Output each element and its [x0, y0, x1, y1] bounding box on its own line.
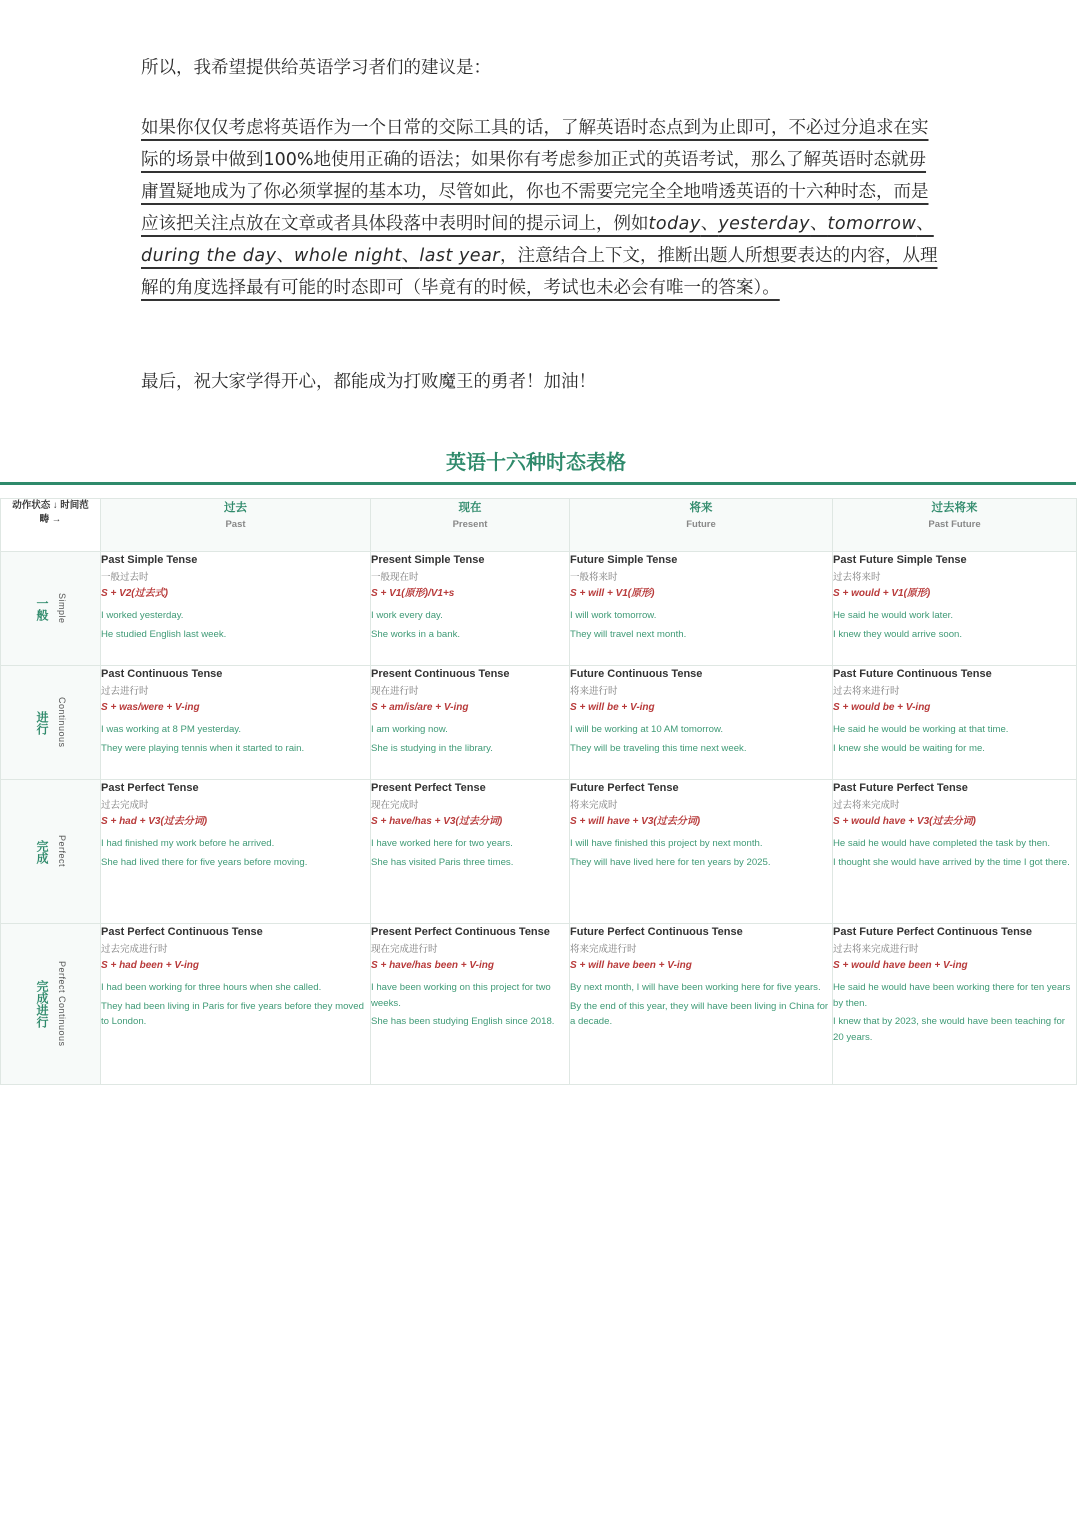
column-header-past-future: [833, 499, 1077, 552]
example-sentence: She has been studying English since 2018.: [371, 1016, 555, 1027]
tense-cell: [101, 924, 371, 1085]
tense-cell: [371, 924, 570, 1085]
example-sentence: I thought she would have arrived by the time I got there.: [833, 856, 1070, 868]
tense-name-zh: 一般将来时: [570, 572, 618, 583]
tense-name-zh: 一般现在时: [371, 572, 419, 583]
tense-formula: S + V2(过去式): [101, 588, 168, 599]
row-header: [1, 924, 101, 1085]
example-sentence: I was working at 8 PM yesterday.: [101, 724, 242, 735]
tense-name: Future Simple Tense: [570, 554, 678, 566]
tense-name: Past Continuous Tense: [101, 668, 223, 680]
table-corner-header: [1, 499, 101, 552]
tense-name-zh: 现在完成进行时: [371, 944, 438, 955]
advice-paragraph: [141, 112, 941, 304]
example-sentence: He said he would have completed the task by then.: [833, 838, 1051, 849]
example-sentence: She has visited Paris three times.: [371, 856, 514, 868]
tense-name-zh: 现在进行时: [371, 686, 419, 697]
tense-formula: S + would have + V3(过去分词): [833, 816, 976, 827]
table-row: [1, 666, 1077, 780]
tense-cell: [833, 780, 1077, 924]
example-sentence: He said he would be working at that time.: [833, 724, 1009, 735]
keyword-yesterday: yesterday: [718, 214, 811, 234]
example-sentence: I will be working at 10 AM tomorrow.: [570, 724, 724, 735]
example-sentence: I have been working on this project for two weeks.: [371, 982, 551, 1009]
tense-cell: [570, 780, 833, 924]
tense-formula: S + will be + V-ing: [570, 702, 655, 713]
row-header-zh: 完成进行: [35, 980, 49, 1028]
tense-cell: [833, 666, 1077, 780]
row-header: [1, 666, 101, 780]
example-sentence: He said he would have been working there for ten years by then.: [833, 982, 1071, 1009]
table-row: [1, 780, 1077, 924]
column-header-past: [101, 499, 371, 552]
tense-name-zh: 过去将来时: [833, 572, 881, 583]
advice-text: [141, 118, 938, 298]
tense-cell: [371, 666, 570, 780]
example-sentence: By next month, I will have been working here for five years.: [570, 982, 821, 993]
table-row: [1, 552, 1077, 666]
column-header-en: Past Future: [928, 519, 981, 530]
tense-name-zh: 过去将来完成进行时: [833, 944, 919, 955]
closing-paragraph: 最后，祝大家学得开心，都能成为打败魔王的勇者！加油！: [141, 372, 596, 392]
example-sentence: I knew that by 2023, she would have been teaching for 20 years.: [833, 1016, 1066, 1043]
tense-name-zh: 将来完成进行时: [570, 944, 637, 955]
example-sentence: He studied English last week.: [101, 628, 227, 640]
sep: 、: [700, 214, 719, 234]
row-header-zh: 完成: [35, 839, 49, 864]
example-sentence: She had lived there for five years before moving.: [101, 856, 308, 868]
tense-cell: [570, 924, 833, 1085]
keyword-tomorrow: tomorrow: [827, 214, 917, 234]
tense-name-zh: 过去进行时: [101, 686, 149, 697]
tense-formula: S + had been + V-ing: [101, 960, 199, 971]
example-sentence: They will be traveling this time next week.: [570, 742, 747, 754]
example-sentence: They will have lived here for ten years by 2025.: [570, 856, 771, 868]
row-header: [1, 552, 101, 666]
row-header-en: Perfect: [57, 835, 67, 868]
tense-name-zh: 将来完成时: [570, 800, 618, 811]
intro-paragraph: 所以，我希望提供给英语学习者们的建议是：: [141, 58, 491, 78]
keyword-today: today: [648, 214, 701, 234]
tense-cell: [101, 666, 371, 780]
keyword-whole-night: whole night: [294, 246, 402, 266]
column-header-present: [371, 499, 570, 552]
tense-name: Present Perfect Continuous Tense: [371, 926, 550, 938]
tense-name-zh: 过去完成进行时: [101, 944, 168, 955]
tense-name-zh: 一般过去时: [101, 572, 149, 583]
tense-cell: [570, 552, 833, 666]
tense-name-zh: 过去完成时: [101, 800, 149, 811]
column-header-en: Past: [225, 519, 246, 530]
keyword-last-year: last year: [419, 246, 500, 266]
row-header-zh: 进行: [35, 710, 49, 735]
tense-name-zh: 将来进行时: [570, 686, 618, 697]
example-sentence: He said he would work later.: [833, 610, 953, 621]
row-header-en: Perfect Continuous: [57, 961, 67, 1047]
tense-formula: S + will have been + V-ing: [570, 960, 692, 971]
column-header-zh: 过去: [224, 502, 247, 514]
example-sentence: She works in a bank.: [371, 628, 461, 640]
column-header-zh: 过去将来: [931, 502, 978, 514]
corner-line1: 动作状态 ↓ 时间范: [12, 500, 89, 511]
tense-cell: [371, 552, 570, 666]
row-header: [1, 780, 101, 924]
example-sentence: I worked yesterday.: [101, 610, 184, 621]
example-sentence: They were playing tennis when it started to rain.: [101, 742, 305, 754]
tense-name-zh: 现在完成时: [371, 800, 419, 811]
keyword-during-the-day: during the day: [141, 246, 277, 266]
tense-name: Past Future Perfect Continuous Tense: [833, 926, 1033, 938]
tense-cell: [833, 924, 1077, 1085]
tense-name: Future Continuous Tense: [570, 668, 703, 680]
tense-cell: [833, 552, 1077, 666]
example-sentence: I knew they would arrive soon.: [833, 628, 963, 640]
tense-formula: S + will + V1(原形): [570, 588, 655, 599]
column-header-en: Future: [686, 519, 716, 530]
tense-name: Past Simple Tense: [101, 554, 198, 566]
example-sentence: I have worked here for two years.: [371, 838, 513, 849]
corner-line2: 畴 →: [39, 514, 62, 525]
tense-name: Past Perfect Tense: [101, 782, 199, 794]
tense-name: Past Perfect Continuous Tense: [101, 926, 263, 938]
sep: 、: [916, 214, 934, 234]
tense-cell: [101, 552, 371, 666]
tense-name: Present Simple Tense: [371, 554, 485, 566]
tense-formula: S + was/were + V-ing: [101, 702, 200, 713]
column-header-zh: 现在: [458, 502, 482, 514]
tense-name: Present Continuous Tense: [371, 668, 510, 680]
tense-name: Present Perfect Tense: [371, 782, 486, 794]
tense-formula: S + had + V3(过去分词): [101, 816, 208, 827]
tense-table: [0, 498, 1077, 1085]
column-header-zh: 将来: [689, 502, 713, 514]
example-sentence: I work every day.: [371, 610, 443, 621]
row-header-en: Continuous: [57, 697, 67, 748]
tense-cell: [570, 666, 833, 780]
row-header-en: Simple: [57, 593, 67, 624]
example-sentence: I will have finished this project by next month.: [570, 838, 763, 849]
tense-cell: [371, 780, 570, 924]
tense-name-zh: 过去将来进行时: [833, 686, 900, 697]
example-sentence: They had been living in Paris for five years before they moved to London.: [101, 1000, 364, 1027]
table-row: [1, 924, 1077, 1085]
tense-formula: S + would + V1(原形): [833, 588, 931, 599]
tense-cell: [101, 780, 371, 924]
row-header-zh: 一般: [35, 596, 49, 621]
tense-formula: S + would have been + V-ing: [833, 960, 968, 971]
sep: 、: [810, 214, 828, 234]
tense-name: Past Future Perfect Tense: [833, 782, 968, 794]
tense-formula: S + am/is/are + V-ing: [371, 702, 469, 713]
advice-part2: ，注意结合上下文，推断出题人所想要表达的内容，从理解的角度选择最有可能的时态即可（毕竟有的时候，考试也未必会有唯一的答案）。: [141, 246, 938, 298]
sep: 、: [276, 246, 294, 266]
tense-name: Future Perfect Tense: [570, 782, 679, 794]
example-sentence: She is studying in the library.: [371, 742, 493, 754]
example-sentence: They will travel next month.: [570, 628, 687, 640]
tense-name: Past Future Simple Tense: [833, 554, 967, 566]
tense-formula: S + V1(原形)/V1+s: [371, 588, 455, 599]
tense-formula: S + would be + V-ing: [833, 702, 931, 713]
example-sentence: I had finished my work before he arrived.: [101, 838, 275, 849]
table-title: 英语十六种时态表格: [446, 450, 626, 474]
tense-name: Future Perfect Continuous Tense: [570, 926, 743, 938]
tense-name: Past Future Continuous Tense: [833, 668, 992, 680]
example-sentence: I knew she would be waiting for me.: [833, 742, 985, 754]
example-sentence: I will work tomorrow.: [570, 610, 657, 621]
column-header-en: Present: [452, 519, 488, 530]
example-sentence: I am working now.: [371, 724, 448, 735]
tense-table-body: [1, 552, 1077, 1085]
advice-part1: 如果你仅仅考虑将英语作为一个日常的交际工具的话，了解英语时态点到为止即可，不必过分追求在实际的场景中做到100%地使用正确的语法；如果你有考虑参加正式的英语考试，那么了解英语时态就毋庸置疑地成为了你必须掌握的基本功，尽管如此，你也不需要完完全全地啃透英语的十六种时态，而是应该把关注点放在文章或者具体段落中表明时间的提示词上，例如: [141, 118, 929, 234]
example-sentence: I had been working for three hours when she called.: [101, 982, 322, 993]
tense-formula: S + have/has + V3(过去分词): [371, 816, 503, 827]
sep: 、: [401, 246, 420, 266]
column-header-future: [570, 499, 833, 552]
example-sentence: By the end of this year, they will have been living in China for a decade.: [570, 1000, 829, 1027]
title-divider: [0, 482, 1076, 485]
tense-formula: S + have/has been + V-ing: [371, 960, 495, 971]
tense-name-zh: 过去将来完成时: [833, 800, 900, 811]
tense-formula: S + will have + V3(过去分词): [570, 816, 701, 827]
